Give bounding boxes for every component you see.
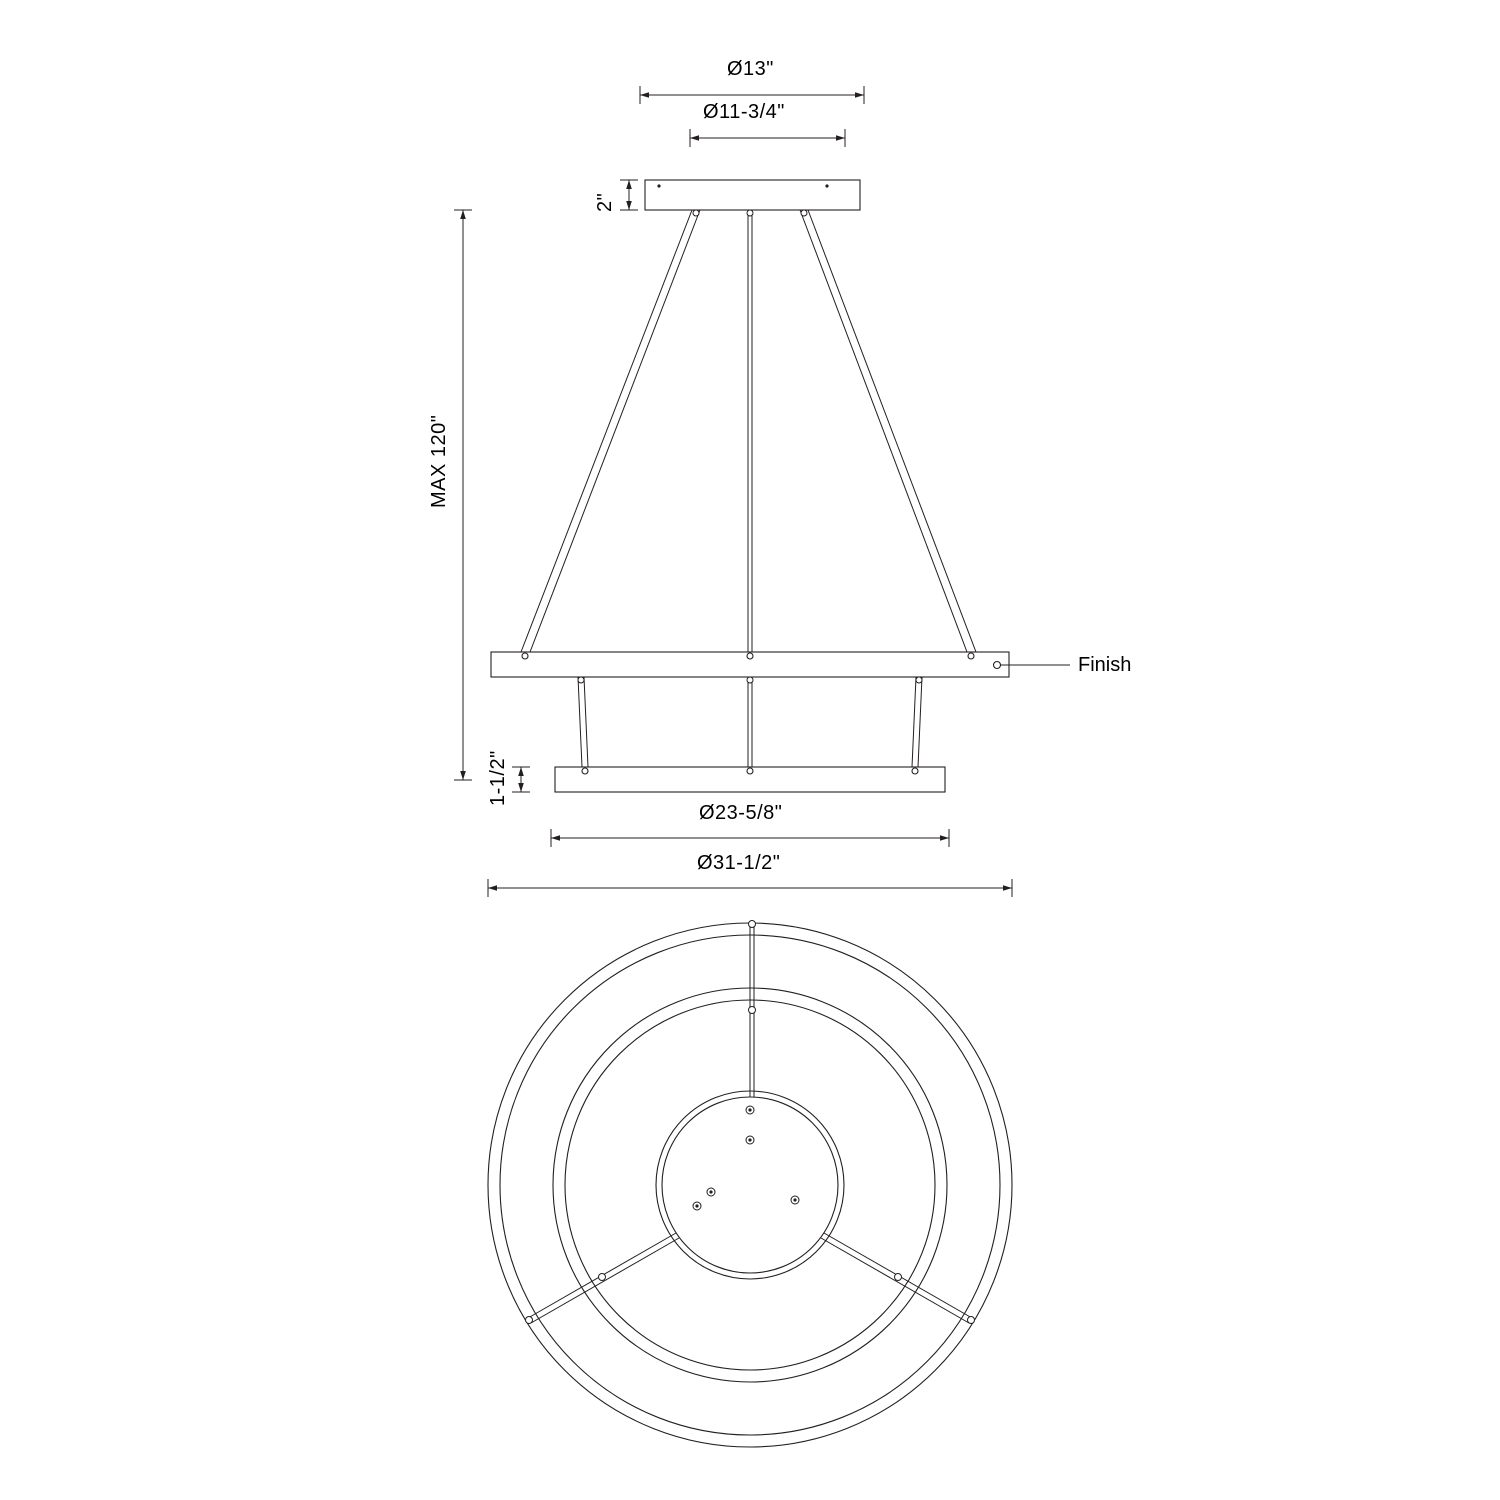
dim-label-inner-ring-diameter: Ø23-5/8" [699, 802, 783, 824]
dim-canopy-height [620, 180, 638, 210]
canopy-elevation [645, 180, 860, 210]
dim-label-outer-ring-diameter: Ø31-1/2" [697, 852, 781, 874]
plan-view [488, 921, 1012, 1448]
dim-ring-thickness [512, 767, 530, 792]
dim-canopy-inner [690, 129, 845, 147]
dim-label-canopy-outer-diameter: Ø13" [727, 58, 774, 80]
cable-fittings-outer-ring [578, 677, 922, 683]
cable-fittings-canopy [693, 210, 807, 216]
dim-outer-ring [488, 879, 1012, 897]
dim-label-canopy-inner-diameter: Ø11-3/4" [703, 101, 785, 123]
dim-label-ring-thickness: 1-1/2" [487, 750, 509, 806]
finish-callout-label: Finish [1078, 654, 1132, 676]
suspension-cables-inner [578, 677, 922, 767]
suspension-cables-outer [521, 210, 976, 652]
dim-max-drop [454, 210, 472, 780]
dim-label-max-drop: MAX 120" [428, 414, 450, 508]
outer-ring-elevation [491, 652, 1009, 677]
dim-inner-ring [551, 829, 949, 847]
inner-ring-elevation [555, 767, 945, 792]
dim-label-canopy-height: 2" [594, 192, 616, 212]
